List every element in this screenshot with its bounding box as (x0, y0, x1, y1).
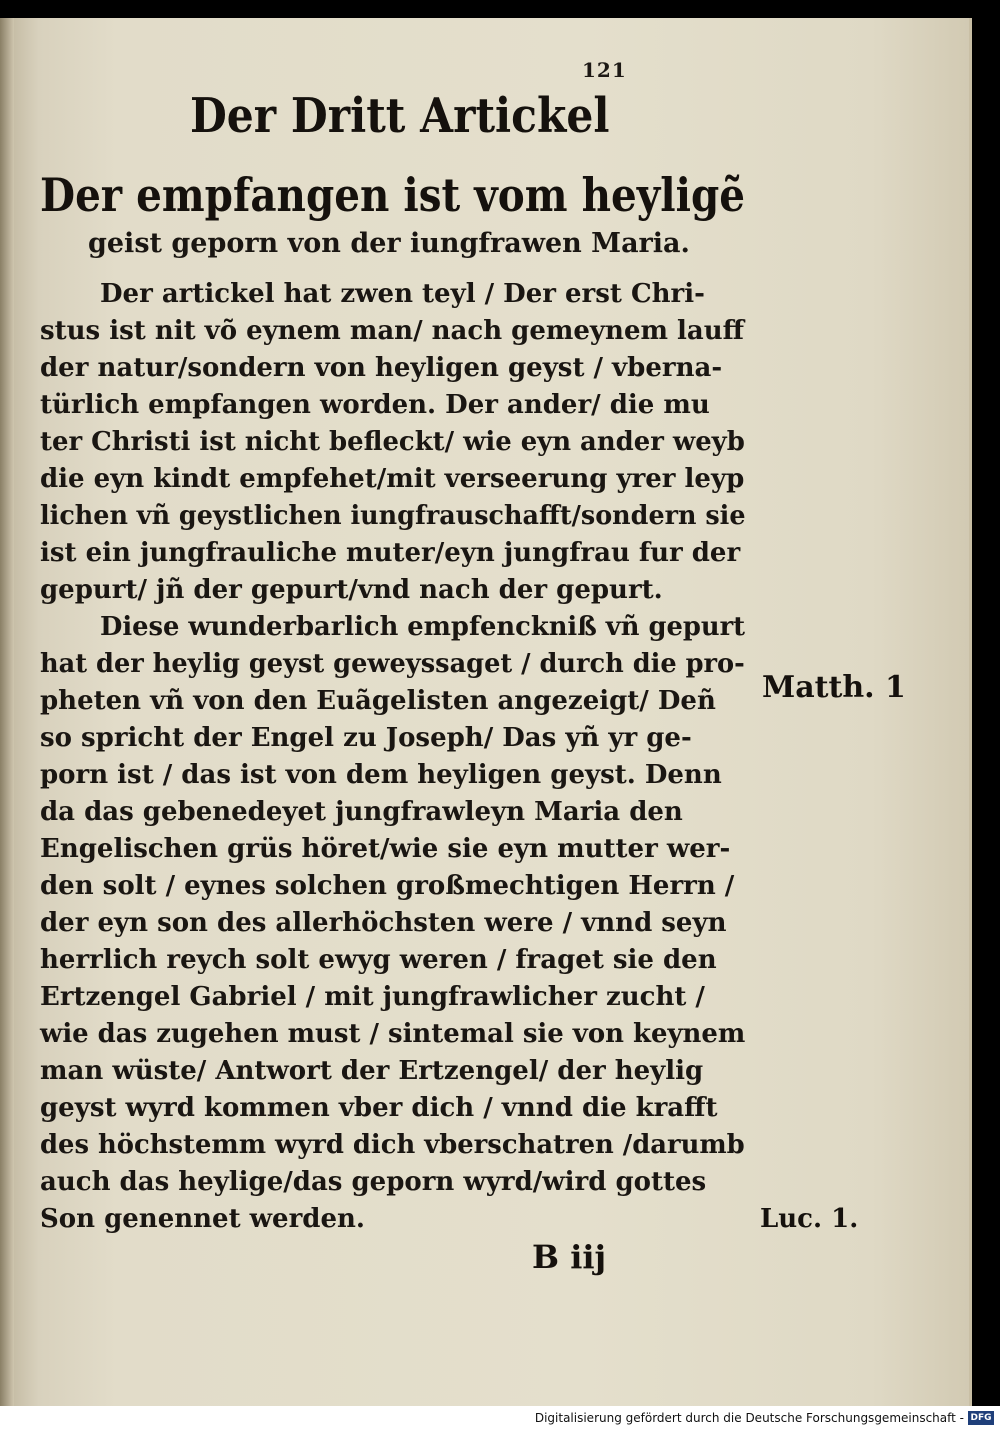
marginal-note-matthew: Matth. 1 (762, 670, 906, 705)
text-line: gepurt/ jñ der gepurt/vnd nach der gepurt. (40, 575, 663, 605)
text-line: geyst wyrd kommen vber dich / vnnd die krafft (40, 1093, 718, 1123)
text-line: des höchstemm wyrd dich vberschatren /darumb (40, 1130, 745, 1160)
text-line: da das gebenedeyet jungfrawleyn Maria den (40, 797, 683, 827)
article-title: Der empfangen ist vom heyligẽ (40, 168, 745, 222)
article-subtitle: geist geporn von der iungfrawen Maria. (88, 228, 690, 259)
page-heading: Der Dritt Artickel (190, 88, 610, 144)
page-gutter (0, 18, 14, 1406)
text-line: die eyn kindt empfehet/mit verseerung yrer leyp (40, 464, 745, 494)
text-line: Engelischen grüs höret/wie sie eyn mutter wer- (40, 834, 731, 864)
text-line: Ertzengel Gabriel / mit jungfrawlicher zucht / (40, 982, 705, 1012)
text-line: der eyn son des allerhöchsten were / vnnd seyn (40, 908, 727, 938)
text-line: den solt / eynes solchen großmechtigen Herrn / (40, 871, 735, 901)
text-line: Son genennet werden. (40, 1204, 365, 1234)
text-line: hat der heylig geyst geweyssaget / durch die pro- (40, 649, 745, 679)
text-line: stus ist nit võ eynem man/ nach gemeynem lauff (40, 316, 745, 346)
text-line: so spricht der Engel zu Joseph/ Das yñ yr ge- (40, 723, 692, 753)
marginal-note-luke: Luc. 1. (760, 1204, 859, 1234)
text-line: porn ist / das ist von dem heyligen geyst. Denn (40, 760, 722, 790)
text-line: wie das zugehen must / sintemal sie von keynem (40, 1019, 746, 1049)
text-line: lichen vñ geystlichen iungfrauschafft/sondern sie (40, 501, 746, 531)
text-line: Der artickel hat zwen teyl / Der erst Chri- (100, 279, 705, 309)
text-line: ter Christi ist nicht befleckt/ wie eyn ander weyb (40, 427, 745, 457)
text-line: der natur/sondern von heyligen geyst / vberna- (40, 353, 723, 383)
book-page (0, 18, 972, 1406)
folio-number: 121 (582, 58, 627, 82)
text-line: pheten vñ von den Euãgelisten angezeigt/ Deñ (40, 686, 716, 716)
footer-credit: Digitalisierung gefördert durch die Deutsche Forschungsgemeinschaft - (534, 1411, 964, 1425)
catchword-signature: B iij (532, 1238, 607, 1276)
dfg-logo: DFG (968, 1411, 994, 1425)
text-line: türlich empfangen worden. Der ander/ die mu (40, 390, 710, 420)
text-line: herrlich reych solt ewyg weren / fraget sie den (40, 945, 717, 975)
text-line: ist ein jungfrauliche muter/eyn jungfrau fur der (40, 538, 741, 568)
text-line: auch das heylige/das geporn wyrd/wird gottes (40, 1167, 707, 1197)
text-line: Diese wunderbarlich empfenckniß vñ gepurt (100, 612, 746, 642)
footer-bar (0, 1406, 1000, 1431)
text-line: man wüste/ Antwort der Ertzengel/ der heylig (40, 1056, 704, 1086)
